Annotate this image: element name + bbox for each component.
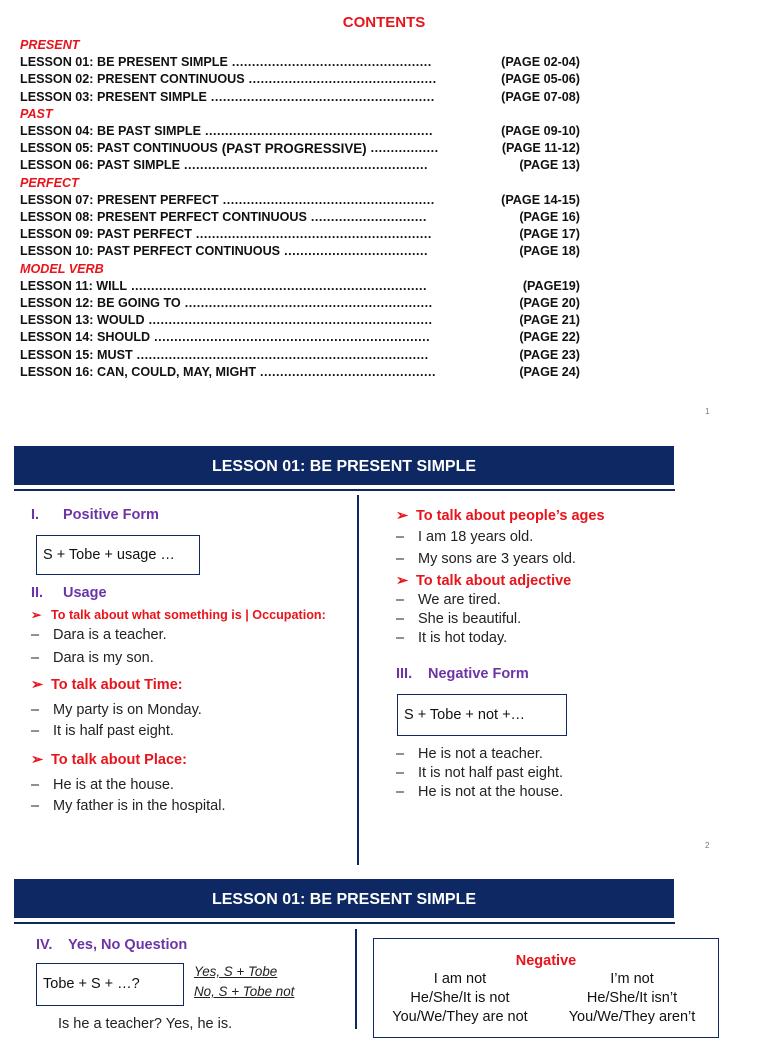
toc-entry — [20, 192, 580, 209]
header-underline — [14, 489, 675, 491]
list-item: – It is not half past eight. — [396, 765, 564, 781]
toc-lesson-name: LESSON 09: PAST PERFECT — [20, 227, 192, 242]
arrow-bullet-icon: ➢ — [31, 608, 42, 622]
toc-leader-dots: ......................................................... — [205, 124, 433, 139]
positive-form-heading: I. Positive Form — [31, 507, 159, 523]
toc-page-ref: (PAGE 02-04) — [501, 55, 580, 70]
table-of-contents — [20, 37, 580, 381]
page-number: 1 — [705, 407, 710, 416]
column-divider — [357, 495, 359, 865]
toc-entry — [20, 329, 580, 346]
place-heading: ➢ To talk about Place: — [31, 752, 187, 768]
positive-formula-box: S + Tobe + usage … — [36, 535, 200, 575]
toc-leader-dots: .................................... — [284, 244, 429, 259]
toc-page-ref: (PAGE 17) — [519, 227, 580, 242]
list-item: – It is hot today. — [396, 630, 508, 646]
list-item: – It is half past eight. — [31, 723, 174, 739]
toc-page-ref: (PAGE 16) — [519, 210, 580, 225]
toc-lesson-name: LESSON 16: CAN, COULD, MAY, MIGHT — [20, 364, 257, 379]
toc-entry — [20, 295, 580, 312]
lesson-header-bar: LESSON 01: BE PRESENT SIMPLE — [14, 446, 674, 485]
occupation-heading: ➢ To talk about what something is | Occupation: — [31, 608, 326, 622]
contents-title: CONTENTS — [342, 14, 426, 31]
toc-page-ref: (PAGE 24) — [519, 364, 580, 379]
toc-leader-dots: ............................................................. — [184, 158, 428, 173]
toc-leader-dots: .............................................................. — [184, 296, 433, 311]
table-cell: I am not — [433, 971, 487, 987]
negative-formula-box: S + Tobe + not +… — [397, 694, 567, 736]
question-formula-box: Tobe + S + …? — [36, 963, 184, 1006]
table-cell: You/We/They are not — [392, 1009, 528, 1025]
negative-contraction-table — [373, 938, 719, 1038]
toc-lesson-name: LESSON 04: BE PAST SIMPLE — [20, 124, 202, 139]
toc-leader-dots: ............................................ — [260, 364, 437, 379]
lesson-header-bar: LESSON 01: BE PRESENT SIMPLE — [14, 879, 674, 918]
table-cell: I’m not — [610, 971, 654, 987]
toc-page-ref: (PAGE 14-15) — [501, 192, 580, 207]
toc-lesson-name: LESSON 15: MUST — [20, 347, 133, 362]
page-number: 2 — [705, 841, 710, 850]
list-item: – I am 18 years old. — [396, 529, 534, 545]
toc-lesson-name: LESSON 08: PRESENT PERFECT CONTINUOUS — [20, 210, 307, 225]
negative-table-title: Negative — [515, 953, 577, 969]
toc-lesson-subtitle: (PAST PROGRESSIVE) — [221, 141, 367, 157]
toc-leader-dots: ....................................................................... — [148, 313, 433, 328]
toc-page-ref: (PAGE 05-06) — [501, 72, 580, 87]
toc-page-ref: (PAGE 23) — [519, 347, 580, 362]
toc-entry — [20, 209, 580, 226]
toc-entry — [20, 278, 580, 295]
toc-page-ref: (PAGE 20) — [519, 296, 580, 311]
toc-leader-dots: ................. — [370, 141, 439, 156]
toc-leader-dots: ............................................... — [248, 72, 437, 87]
toc-leader-dots: .......................................................................... — [131, 278, 427, 293]
toc-page-ref: (PAGE 07-08) — [501, 89, 580, 104]
toc-entry — [20, 347, 580, 364]
toc-page-ref: (PAGE 09-10) — [501, 124, 580, 139]
toc-category: MODEL VERB — [20, 261, 104, 276]
list-item: – My father is in the hospital. — [31, 798, 226, 814]
toc-page-ref: (PAGE 13) — [519, 158, 580, 173]
toc-leader-dots: ........................................................ — [210, 89, 435, 104]
toc-entry — [20, 71, 580, 88]
toc-leader-dots: .................................................. — [231, 55, 432, 70]
toc-lesson-name: LESSON 03: PRESENT SIMPLE — [20, 89, 207, 104]
table-cell: You/We/They aren’t — [568, 1009, 696, 1025]
time-heading: ➢ To talk about Time: — [31, 677, 183, 693]
toc-entry — [20, 157, 580, 174]
adjective-heading: ➢ To talk about adjective — [396, 573, 572, 589]
toc-lesson-name: LESSON 05: PAST CONTINUOUS — [20, 141, 218, 156]
negative-table-grid — [374, 970, 718, 1027]
table-cell: He/She/It is not — [410, 990, 510, 1006]
list-item: – We are tired. — [396, 592, 501, 608]
toc-lesson-name: LESSON 12: BE GOING TO — [20, 296, 181, 311]
arrow-bullet-icon: ➢ — [396, 508, 409, 524]
usage-heading: II. Usage — [31, 585, 107, 601]
column-divider — [355, 929, 357, 1029]
toc-lesson-name: LESSON 13: WOULD — [20, 313, 145, 328]
toc-entry — [20, 312, 580, 329]
toc-leader-dots: ......................................................................... — [136, 347, 429, 362]
toc-entry — [20, 123, 580, 140]
list-item: – Dara is my son. — [31, 650, 154, 666]
yes-no-question-heading: IV. Yes, No Question — [36, 937, 188, 953]
toc-page-ref: (PAGE 18) — [519, 244, 580, 259]
toc-page-ref: (PAGE 11-12) — [501, 141, 580, 156]
list-item: – My sons are 3 years old. — [396, 551, 576, 567]
table-cell: He/She/It isn’t — [586, 990, 678, 1006]
list-item: – She is beautiful. — [396, 611, 522, 627]
toc-entry — [20, 243, 580, 260]
toc-lesson-name: LESSON 06: PAST SIMPLE — [20, 158, 181, 173]
toc-entry — [20, 140, 580, 157]
negative-form-heading: III. Negative Form — [396, 666, 529, 682]
toc-page-ref: (PAGE19) — [522, 278, 580, 293]
toc-lesson-name: LESSON 07: PRESENT PERFECT — [20, 192, 219, 207]
list-item: – My party is on Monday. — [31, 702, 202, 718]
toc-category: PAST — [20, 106, 53, 121]
list-item: – He is not at the house. — [396, 784, 564, 800]
header-underline — [14, 922, 675, 924]
ages-heading: ➢ To talk about people’s ages — [396, 508, 605, 524]
toc-leader-dots: ..................................................... — [222, 192, 435, 207]
toc-lesson-name: LESSON 11: WILL — [20, 278, 128, 293]
toc-lesson-name: LESSON 02: PRESENT CONTINUOUS — [20, 72, 245, 87]
list-item: – Dara is a teacher. — [31, 627, 167, 643]
toc-entry — [20, 226, 580, 243]
toc-entry — [20, 89, 580, 106]
no-answer-pattern: No, S + Tobe not — [194, 984, 295, 999]
arrow-bullet-icon: ➢ — [31, 752, 44, 768]
toc-entry — [20, 364, 580, 381]
toc-page-ref: (PAGE 22) — [519, 330, 580, 345]
arrow-bullet-icon: ➢ — [396, 573, 409, 589]
toc-lesson-name: LESSON 01: BE PRESENT SIMPLE — [20, 55, 228, 70]
question-example: Is he a teacher? Yes, he is. — [58, 1016, 233, 1032]
toc-leader-dots: ..................................................................... — [154, 330, 431, 345]
list-item: – He is at the house. — [31, 777, 174, 793]
toc-leader-dots: ............................. — [310, 210, 427, 225]
yes-answer-pattern: Yes, S + Tobe — [194, 964, 278, 979]
toc-category: PRESENT — [20, 38, 80, 52]
toc-lesson-name: LESSON 14: SHOULD — [20, 330, 151, 345]
list-item: – He is not a teacher. — [396, 746, 543, 762]
toc-page-ref: (PAGE 21) — [519, 313, 580, 328]
toc-lesson-name: LESSON 10: PAST PERFECT CONTINUOUS — [20, 244, 281, 259]
toc-leader-dots: ........................................................... — [195, 227, 432, 242]
toc-entry — [20, 54, 580, 71]
toc-category: PERFECT — [20, 175, 79, 190]
arrow-bullet-icon: ➢ — [31, 677, 44, 693]
